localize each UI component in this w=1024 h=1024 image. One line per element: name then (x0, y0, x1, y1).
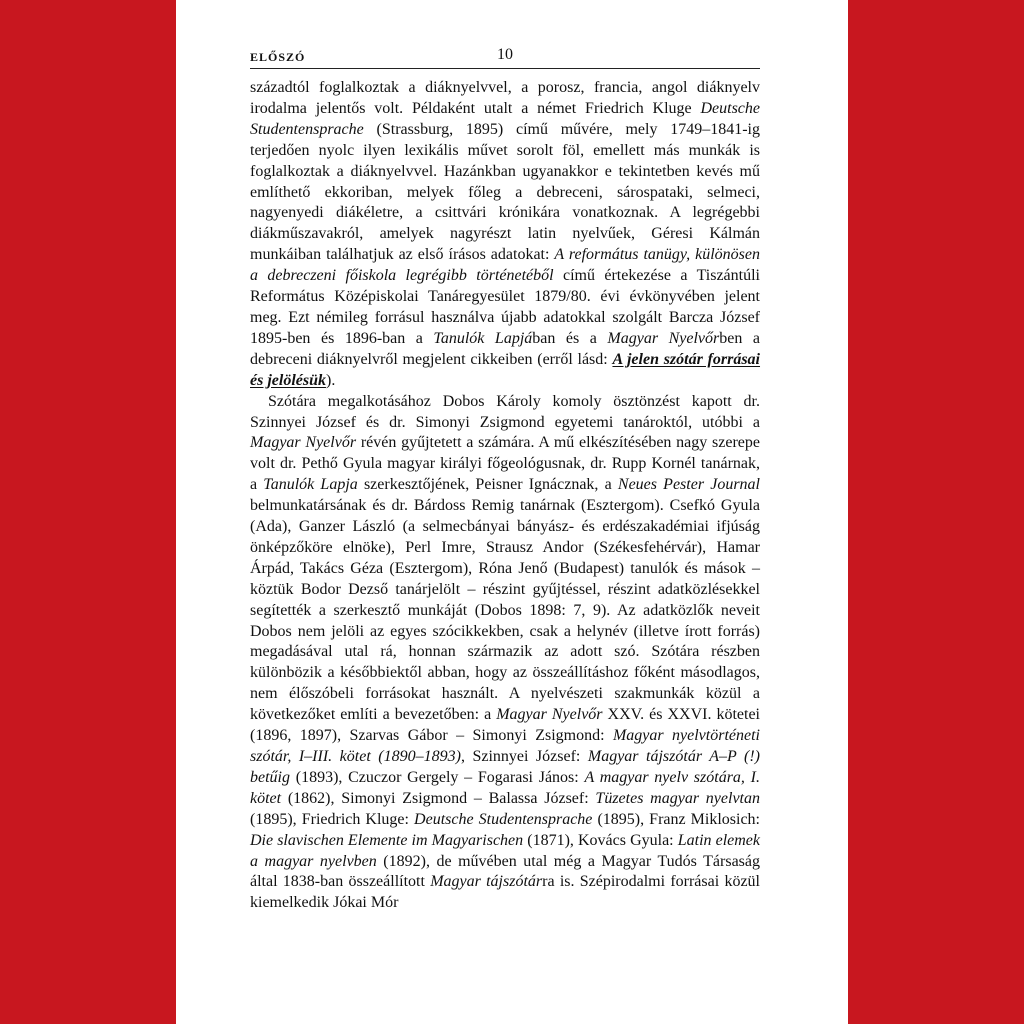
paragraph (250, 78, 760, 392)
italic-title: Deutsche Studentensprache (414, 810, 593, 828)
text-run: ban és a (532, 329, 608, 347)
text-run: (1862), Simonyi Zsigmond – Balassa József: (281, 789, 596, 807)
text-run: (Strassburg, 1895) című művére, mely 1749–1841-ig terjedően nyolc ilyen lexikális művet sorolt föl, emellett más munkák is foglalkoztak a diáknyelvvel. Hazánkban ugyanakkor e tekintetben kevés mű említhető ekkoriban, melyek főleg a debreceni, sárospataki, selmeci, nagyenyedi diákéletre, a csittvári krónikára vonatkoznak. A legrégebbi diákműszavakról, amelyek nagyrészt latin nyelvűek, Géresi Kálmán munkáiban találhatjuk az első írásos adatokat: (250, 120, 760, 264)
cross-reference: A jelen szótár forrásai és jelölésük (250, 350, 761, 389)
text-run: Szótára megalkotásához Dobos Károly komoly ösztönzést kapott dr. Szinnyei József és dr. Simonyi Zsigmond egyetemi tanároktól, utóbbi a (250, 392, 760, 431)
page-number: 10 (497, 46, 513, 63)
text-run: belmunkatársának és dr. Bárdoss Remig tanárnak (Esztergom). Csefkó Gyula (Ada), Ganzer László (a selmecbányai bányász- és erdészakadémiai ifjúság önképzőköre elnöke), Perl Imre, Strausz Andor (Székesfehérvár), Hamar Árpád, Takács Géza (Esztergom), Róna Jenő (Budapest) tanulók és mások – köztük Bodor Dezső tanárjelölt – részint gyűjtéssel, részint adatközlésekkel segítették a szerkesztő munkáját (Dobos 1898: 7, 9). Az adatközlők neveit Dobos nem jelöli az egyes szócikkekben, csak a helynév (illetve írott forrás) megadásával utal rá, honnan származik az adott szó. Szótára részben különbözik a későbbiektől abban, hogy az összeállításhoz főként másodlagos, nem élőszóbeli forrásokat használt. A nyelvészeti szakmunkák közül a következőket említi a bevezetőben: a (250, 497, 760, 724)
body-text (250, 78, 760, 914)
running-title: ELŐSZÓ (250, 50, 306, 64)
text-run: révén gyűjtetett a számára. A mű elkészítésében nagy szerepe volt dr. Pethő Gyula magyar királyi főgeológusnak, dr. Rupp Kornél tanárnak, a (250, 434, 760, 494)
text-run: ). (326, 371, 336, 389)
text-run: (1871), Kovács Gyula: (523, 831, 678, 849)
book-page (176, 0, 848, 1024)
italic-title: Latin elemek a magyar nyelvben (250, 831, 761, 870)
text-run: , Szinnyei József: (460, 748, 588, 765)
italic-title: Magyar nyelvtörténeti szótár, I–III. kötet (1890–1893) (250, 727, 760, 765)
text-run: (1895), Franz Miklosich: (592, 810, 760, 828)
italic-title: A református tanügy, különösen a debreczeni főiskola legrégibb történetéből (250, 246, 761, 285)
text-run: című értekezése a Tiszántúli Református Középiskolai Tanáregyesület 1879/80. évi évkönyvében jelent meg. Ezt némileg forrásul használva újabb adatokkal szolgált Barcza József 1895-ben és 1896-ban a (250, 267, 760, 347)
page-header (250, 46, 760, 69)
italic-title: Magyar tájszótár A–P (!) betűig (250, 748, 761, 786)
text-run: századtól foglalkoztak a diáknyelvvel, a porosz, francia, angol diáknyelv irodalma jelentős volt. Példaként utalt a német Friedrich Kluge (250, 79, 760, 117)
italic-title: Magyar tájszótár (430, 873, 543, 891)
text-run: ben a debreceni diáknyelvről megjelent cikkeiben (erről lásd: (250, 329, 761, 368)
italic-title: A magyar nyelv szótára, I. kötet (250, 768, 760, 807)
italic-title: Magyar Nyelvőr (496, 706, 603, 724)
italic-title: Tüzetes magyar nyelvtan (595, 789, 760, 807)
paragraph (250, 392, 760, 915)
text-run: szerkesztőjének, Peisner Ignácznak, a (357, 476, 618, 494)
text-run: (1893), Czuczor Gergely – Fogarasi János: (290, 768, 585, 786)
text-run: ra is. Szépirodalmi forrásai közül kiemelkedik Jókai Mór (250, 873, 760, 912)
text-run: (1895), Friedrich Kluge: (250, 810, 415, 828)
text-run: (1892), de művében utal még a Magyar Tudós Társaság által 1838-ban összeállított (250, 852, 760, 891)
italic-title: Neues Pester Journal (617, 476, 760, 494)
text-run: XXV. és XXVI. kötetei (1896, 1897), Szarvas Gábor – Simonyi Zsigmond: (250, 706, 760, 745)
italic-title: Die slavischen Elemente im Magyarischen (250, 831, 524, 849)
italic-title: Magyar Nyelvőr (607, 329, 720, 347)
italic-title: Tanulók Lapjá (433, 329, 533, 347)
italic-title: Deutsche Studentensprache (250, 99, 760, 138)
italic-title: Magyar Nyelvőr (250, 434, 357, 452)
italic-title: Tanulók Lapja (263, 476, 358, 494)
